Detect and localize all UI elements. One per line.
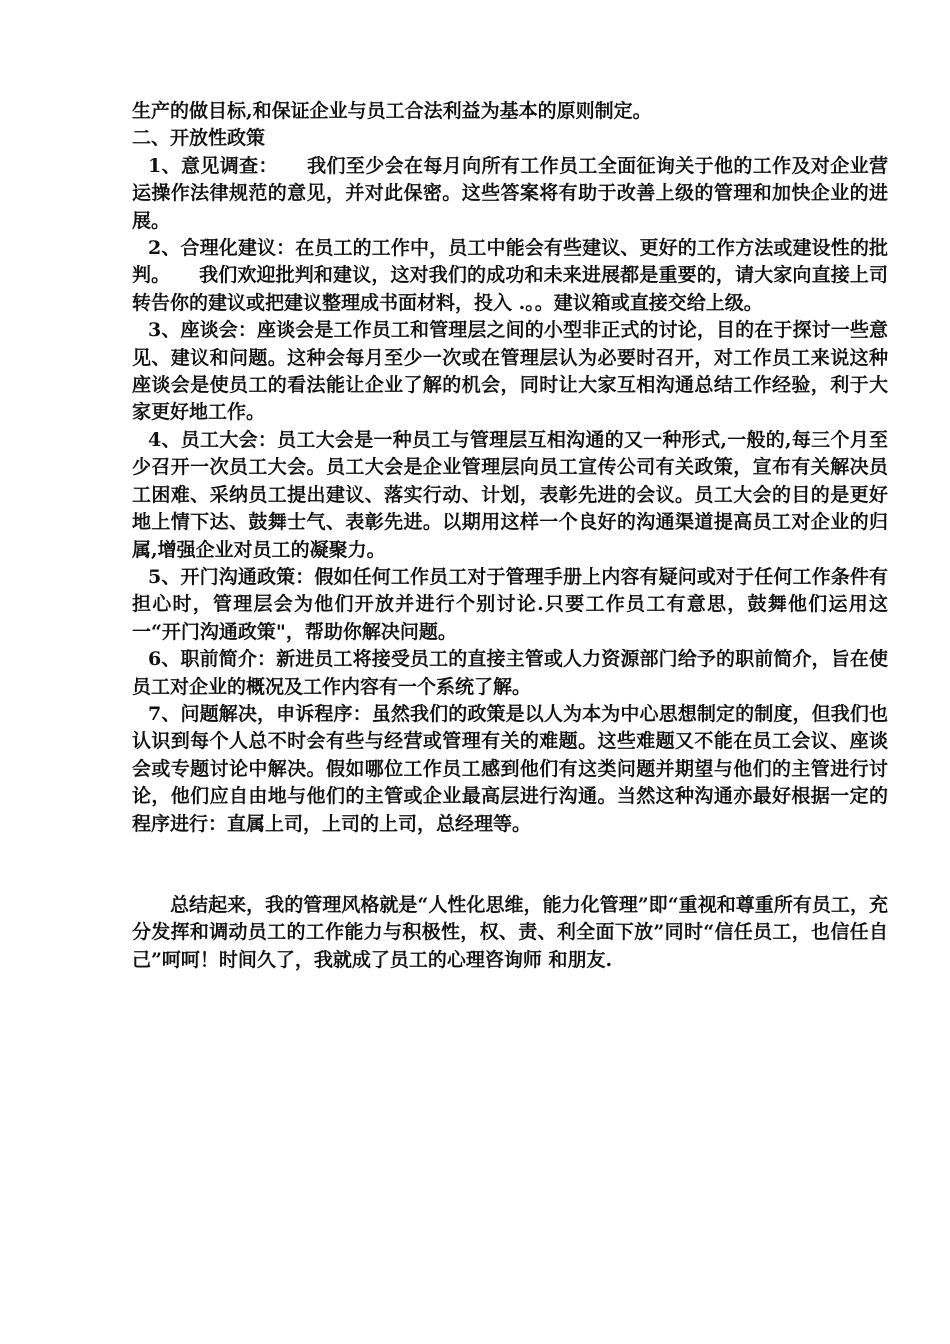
policy-item-3: 3、座谈会：座谈会是工作员工和管理层之间的小型非正式的讨论，目的在于探讨一些意见、建议和问题。这种会每月至少一次或在管理层认为必要时召开，对工作员工来说这种座谈会是使员工的看法能让企业了解的机会，同时让大家互相沟通总结工作经验，利于大家更好地工作。 [132, 319, 888, 424]
document-body [132, 98, 888, 974]
policy-item-2: 2、合理化建议：在员工的工作中，员工中能会有些建议、更好的工作方法或建设性的批判。 我们欢迎批判和建议，这对我们的成功和未来进展都是重要的，请大家向直接上司转告你的建议或把建议整理成书面材料，投入 .。。建议箱或直接交给上级。 [132, 237, 888, 314]
intro-line: 生产的做目标,和保证企业与员工合法利益为基本的原则制定。 [132, 100, 652, 122]
closing-paragraph: 总结起来，我的管理风格就是“人性化思维，能力化管理”即“重视和尊重所有员工，充分发挥和调动员工的工作能力与积极性，权、责、利全面下放”同时“信任员工，也信任自己”呵呵！时间久了，我就成了员工的心理咨询师 和朋友. [132, 893, 888, 971]
policy-item-7: 7、问题解决，申诉程序：虽然我们的政策是以人为本为中心思想制定的制度，但我们也认识到每个人总不时会有些与经营或管理有关的难题。这些难题又不能在员工会议、座谈会或专题讨论中解决。假如哪位工作员工感到他们有这类问题并期望与他们的主管进行讨论，他们应自由地与他们的主管或企业最高层进行沟通。当然这种沟通亦最好根据一定的程序进行：直属上司，上司的上司，总经理等。 [132, 702, 888, 835]
section-heading: 二、开放性政策 [132, 127, 266, 150]
policy-item-4: 4、员工大会：员工大会是一种员工与管理层互相沟通的又一种形式,一般的,每三个月至少召开一次员工大会。员工大会是企业管理层向员工宣传公司有关政策，宣布有关解决员工困难、采纳员工提出建议、落实行动、计划，表彰先进的会议。员工大会的目的是更好地上情下达、鼓舞士气、表彰先进。以期用这样一个良好的沟通渠道提高员工对企业的归属,增强企业对员工的凝聚力。 [132, 428, 888, 561]
policy-item-1: 1、意见调查： 我们至少会在每月向所有工作员工全面征询关于他的工作及对企业营运操作法律规范的意见，并对此保密。这些答案将有助于改善上级的管理和加快企业的进展。 [132, 154, 888, 232]
policy-item-5: 5、开门沟通政策：假如任何工作员工对于管理手册上内容有疑问或对于任何工作条件有担心时，管理层会为他们开放并进行个别讨论.只要工作员工有意思，鼓舞他们运用这一“开门沟通政策"，帮助你解决问题。 [132, 565, 888, 643]
policy-item-6: 6、职前简介：新进员工将接受员工的直接主管或人力资源部门给予的职前简介，旨在使员工对企业的概况及工作内容有一个系统了解。 [132, 648, 888, 698]
